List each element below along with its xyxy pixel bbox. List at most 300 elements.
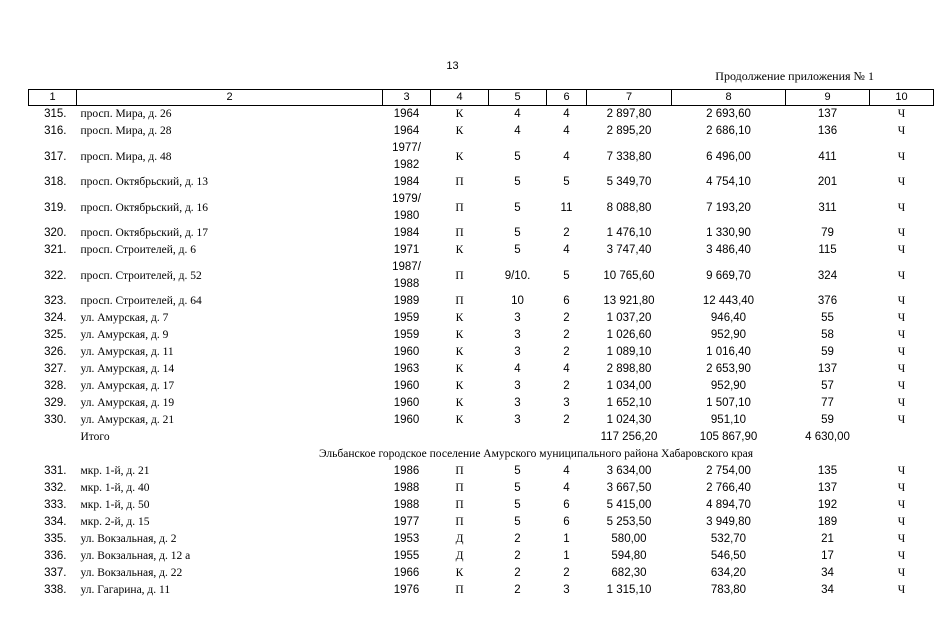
header-col-5: 5 — [489, 90, 547, 106]
area-living: 2 754,00 — [706, 465, 751, 477]
address: ул. Амурская, д. 17 — [80, 380, 175, 392]
total-row — [29, 429, 934, 446]
address: просп. Октябрьский, д. 16 — [80, 201, 209, 214]
table-row — [29, 225, 934, 242]
build-year — [383, 412, 431, 429]
build-year-part: 1984 — [393, 227, 420, 239]
wall-type: К — [455, 108, 464, 120]
wall-type: К — [455, 150, 464, 163]
area-total: 3 667,50 — [606, 482, 652, 494]
table-row — [29, 310, 934, 327]
floors: 5 — [514, 465, 521, 477]
residents: 55 — [821, 312, 834, 324]
area-total: 5 349,70 — [606, 176, 652, 188]
area-total: 2 898,80 — [606, 363, 652, 375]
wall-type: П — [455, 227, 464, 239]
address: ул. Амурская, д. 7 — [80, 312, 169, 324]
wall-type: К — [455, 244, 464, 256]
wall-type: Д — [455, 550, 464, 562]
area-total: 1 315,10 — [606, 584, 652, 596]
wall-type: К — [455, 397, 464, 409]
residents: 324 — [817, 269, 838, 282]
residents: 137 — [817, 482, 838, 494]
category: Ч — [897, 227, 906, 239]
header-col-6: 6 — [547, 90, 587, 106]
entrances: 4 — [563, 482, 570, 494]
build-year-part: 1980 — [393, 210, 420, 222]
build-year — [383, 327, 431, 344]
wall-type: Д — [455, 533, 464, 545]
table-body-amursk — [29, 106, 934, 430]
entrances: 4 — [563, 244, 570, 256]
build-year-part: 1964 — [393, 125, 420, 137]
row-number: 325. — [44, 329, 67, 341]
residents: 137 — [817, 363, 838, 375]
floors: 5 — [514, 176, 521, 188]
area-total: 1 024,30 — [606, 414, 652, 426]
table-row — [29, 361, 934, 378]
entrances: 5 — [563, 269, 570, 282]
wall-type: К — [455, 329, 464, 341]
floors: 3 — [514, 346, 521, 358]
build-year-part: 1964 — [393, 108, 420, 120]
table-row — [29, 514, 934, 531]
area-living: 2 686,10 — [706, 125, 751, 137]
floors: 3 — [514, 414, 521, 426]
build-year-part: 1960 — [393, 380, 420, 392]
build-year-part: 1959 — [393, 329, 420, 341]
residents: 137 — [817, 108, 838, 120]
build-year-part: 1976 — [393, 584, 420, 596]
section-title: Эльбанское городское поселение Амурского муниципального района Хабаровского края — [318, 448, 754, 460]
address: просп. Строителей, д. 52 — [80, 269, 202, 282]
address: мкр. 2-й, д. 15 — [80, 516, 150, 528]
floors: 4 — [514, 125, 521, 137]
entrances: 4 — [563, 363, 570, 375]
total-label: Итого — [80, 431, 110, 443]
category: Ч — [897, 312, 906, 324]
build-year-part: 1959 — [393, 312, 420, 324]
header-col-1: 1 — [29, 90, 77, 106]
build-year — [383, 463, 431, 480]
row-number: 321. — [44, 244, 67, 256]
area-living: 783,80 — [710, 584, 747, 596]
category: Ч — [897, 499, 906, 511]
category: Ч — [897, 363, 906, 375]
residents: 311 — [818, 201, 837, 214]
category: Ч — [897, 380, 906, 392]
wall-type: П — [455, 269, 464, 282]
floors: 10 — [511, 295, 524, 307]
floors: 5 — [514, 244, 521, 256]
table-row — [29, 531, 934, 548]
category: Ч — [897, 201, 906, 214]
row-number: 331. — [44, 465, 67, 477]
residents: 57 — [821, 380, 834, 392]
total-area-total: 117 256,20 — [600, 431, 658, 443]
area-total: 13 921,80 — [603, 295, 655, 307]
build-year — [383, 565, 431, 582]
entrances: 2 — [563, 346, 570, 358]
category: Ч — [897, 108, 906, 120]
entrances: 2 — [563, 329, 570, 341]
floors: 5 — [514, 482, 521, 494]
table-row — [29, 548, 934, 565]
wall-type: К — [455, 125, 464, 137]
entrances: 2 — [563, 380, 570, 392]
address: ул. Гагарина, д. 11 — [80, 584, 171, 596]
area-living: 532,70 — [710, 533, 747, 545]
address: ул. Амурская, д. 19 — [80, 397, 175, 409]
table-row — [29, 565, 934, 582]
area-living: 3 949,80 — [706, 516, 751, 528]
build-year-part: 1984 — [393, 176, 420, 188]
category: Ч — [897, 584, 906, 596]
header-col-4: 4 — [431, 90, 489, 106]
area-total: 594,80 — [611, 550, 647, 562]
address: просп. Мира, д. 28 — [80, 125, 172, 137]
area-total: 1 034,00 — [606, 380, 652, 392]
build-year — [383, 361, 431, 378]
area-living: 952,90 — [710, 329, 747, 341]
category: Ч — [897, 176, 906, 188]
area-total: 2 897,80 — [606, 108, 652, 120]
build-year-part: 1977/ — [392, 142, 421, 154]
build-year — [383, 174, 431, 191]
floors: 5 — [514, 150, 521, 163]
table-row — [29, 395, 934, 412]
area-living: 9 669,70 — [706, 269, 751, 282]
area-living: 1 330,90 — [706, 227, 751, 239]
build-year-part: 1987/ — [392, 261, 421, 273]
wall-type: П — [455, 465, 464, 477]
area-total: 3 747,40 — [606, 244, 652, 256]
build-year — [383, 344, 431, 361]
residents: 79 — [821, 227, 834, 239]
entrances: 2 — [563, 312, 570, 324]
category: Ч — [897, 125, 906, 137]
build-year-part: 1960 — [393, 397, 420, 409]
area-living: 952,90 — [710, 380, 747, 392]
category: Ч — [897, 567, 906, 579]
area-total: 2 895,20 — [606, 125, 652, 137]
build-year — [383, 480, 431, 497]
address: просп. Строителей, д. 64 — [80, 295, 202, 307]
address: ул. Амурская, д. 11 — [80, 346, 174, 358]
wall-type: П — [455, 176, 464, 188]
build-year — [383, 123, 431, 140]
area-total: 5 415,00 — [606, 499, 652, 511]
row-number: 338. — [44, 584, 67, 596]
build-year-part: 1988 — [393, 482, 420, 494]
address: просп. Октябрьский, д. 17 — [80, 227, 209, 239]
table-row — [29, 174, 934, 191]
floors: 2 — [514, 550, 521, 562]
row-number: 329. — [44, 397, 67, 409]
total-residents: 4 630,00 — [805, 431, 850, 443]
entrances: 4 — [563, 125, 570, 137]
category: Ч — [897, 329, 906, 341]
category: Ч — [897, 550, 906, 562]
build-year — [383, 497, 431, 514]
floors: 4 — [514, 363, 521, 375]
floors: 5 — [514, 201, 521, 214]
area-living: 546,50 — [710, 550, 747, 562]
area-living: 2 766,40 — [706, 482, 751, 494]
build-year — [383, 106, 431, 124]
build-year — [383, 242, 431, 259]
wall-type: К — [455, 380, 464, 392]
build-year-part: 1966 — [393, 567, 420, 579]
wall-type: К — [455, 363, 464, 375]
build-year-part: 1977 — [393, 516, 420, 528]
wall-type: П — [455, 201, 464, 214]
floors: 3 — [514, 329, 521, 341]
header-col-10: 10 — [870, 90, 934, 106]
build-year-part: 1960 — [393, 414, 420, 426]
area-living: 2 653,90 — [706, 363, 751, 375]
table-row — [29, 582, 934, 599]
category: Ч — [897, 533, 906, 545]
residents: 34 — [821, 567, 834, 579]
build-year — [383, 191, 431, 225]
address: просп. Мира, д. 26 — [80, 108, 172, 120]
wall-type: П — [455, 499, 464, 511]
area-total: 1 652,10 — [606, 397, 652, 409]
residents: 192 — [817, 499, 838, 511]
entrances: 3 — [563, 584, 570, 596]
residents: 201 — [817, 176, 838, 188]
entrances: 2 — [563, 414, 570, 426]
table-row — [29, 480, 934, 497]
row-number: 334. — [44, 516, 67, 528]
floors: 3 — [514, 312, 521, 324]
floors: 2 — [514, 584, 521, 596]
row-number: 318. — [44, 176, 67, 188]
address: ул. Амурская, д. 9 — [80, 329, 169, 341]
residents: 59 — [821, 346, 834, 358]
wall-type: П — [455, 295, 464, 307]
section-row — [29, 446, 934, 463]
wall-type: П — [455, 482, 464, 494]
address: ул. Амурская, д. 21 — [80, 414, 175, 426]
area-living: 946,40 — [710, 312, 747, 324]
area-total: 5 253,50 — [606, 516, 652, 528]
area-total: 3 634,00 — [606, 465, 652, 477]
table-row — [29, 344, 934, 361]
area-living: 1 507,10 — [706, 397, 751, 409]
page-number: 13 — [446, 60, 459, 72]
header-col-2: 2 — [77, 90, 383, 106]
entrances: 2 — [563, 567, 570, 579]
build-year-part: 1953 — [393, 533, 420, 545]
entrances: 3 — [563, 397, 570, 409]
area-total: 1 037,20 — [606, 312, 652, 324]
residents: 189 — [817, 516, 838, 528]
table-row — [29, 191, 934, 225]
table-row — [29, 123, 934, 140]
entrances: 1 — [563, 533, 570, 545]
build-year — [383, 531, 431, 548]
area-living: 3 486,40 — [706, 244, 751, 256]
wall-type: П — [455, 584, 464, 596]
category: Ч — [897, 346, 906, 358]
build-year — [383, 225, 431, 242]
build-year — [383, 395, 431, 412]
table-row — [29, 463, 934, 480]
row-number: 322. — [44, 269, 67, 282]
address: ул. Амурская, д. 14 — [80, 363, 175, 375]
area-living: 6 496,00 — [706, 150, 751, 163]
address: мкр. 1-й, д. 50 — [80, 499, 150, 511]
entrances: 11 — [560, 201, 573, 214]
row-number: 315. — [44, 108, 67, 120]
entrances: 2 — [563, 227, 570, 239]
row-number: 330. — [44, 414, 67, 426]
residents: 17 — [821, 550, 834, 562]
area-living: 4 894,70 — [706, 499, 751, 511]
entrances: 6 — [563, 516, 570, 528]
row-number: 333. — [44, 499, 67, 511]
floors: 2 — [514, 533, 521, 545]
row-number: 337. — [44, 567, 67, 579]
category: Ч — [897, 516, 906, 528]
row-number: 336. — [44, 550, 67, 562]
category: Ч — [897, 465, 906, 477]
address: просп. Октябрьский, д. 13 — [80, 176, 209, 188]
table-row — [29, 259, 934, 293]
address: ул. Вокзальная, д. 12 а — [80, 550, 191, 562]
header-col-9: 9 — [786, 90, 870, 106]
wall-type: К — [455, 346, 464, 358]
total-block — [29, 429, 934, 463]
build-year-part: 1988 — [393, 499, 420, 511]
area-living: 12 443,40 — [702, 295, 755, 307]
entrances: 4 — [563, 150, 570, 163]
table-body-elban — [29, 463, 934, 599]
entrances: 4 — [563, 465, 570, 477]
residents: 34 — [821, 584, 834, 596]
header-row — [29, 90, 934, 106]
category: Ч — [897, 295, 906, 307]
entrances: 4 — [563, 108, 570, 120]
build-year — [383, 140, 431, 174]
row-number: 324. — [44, 312, 67, 324]
build-year-part: 1979/ — [392, 193, 421, 205]
row-number: 320. — [44, 227, 67, 239]
build-year — [383, 548, 431, 565]
area-total: 1 089,10 — [606, 346, 652, 358]
table-row — [29, 412, 934, 429]
area-total: 682,30 — [611, 567, 647, 579]
row-number: 335. — [44, 533, 67, 545]
area-total: 7 338,80 — [606, 150, 652, 163]
table-row — [29, 327, 934, 344]
row-number: 316. — [44, 125, 67, 137]
address: просп. Мира, д. 48 — [80, 150, 172, 163]
build-year-part: 1971 — [393, 244, 420, 256]
table-row — [29, 140, 934, 174]
build-year-part: 1988 — [393, 278, 420, 290]
category: Ч — [897, 397, 906, 409]
category: Ч — [897, 414, 906, 426]
address: мкр. 1-й, д. 21 — [80, 465, 150, 477]
area-living: 1 016,40 — [706, 346, 751, 358]
total-area-living: 105 867,90 — [699, 431, 758, 443]
wall-type: П — [455, 516, 464, 528]
floors: 4 — [514, 108, 521, 120]
total-number-cell — [29, 429, 77, 446]
continuation-caption: Продолжение приложения № 1 — [715, 69, 874, 83]
area-total: 580,00 — [611, 533, 647, 545]
table-header — [29, 90, 934, 106]
build-year-part: 1963 — [393, 363, 420, 375]
entrances: 6 — [563, 295, 570, 307]
header-col-8: 8 — [672, 90, 786, 106]
category: Ч — [897, 244, 906, 256]
area-living: 4 754,10 — [706, 176, 751, 188]
area-total: 1 026,60 — [606, 329, 652, 341]
address: ул. Вокзальная, д. 22 — [80, 567, 183, 579]
build-year — [383, 310, 431, 327]
row-number: 319. — [44, 201, 67, 214]
residents: 135 — [817, 465, 838, 477]
wall-type: К — [455, 414, 464, 426]
floors: 5 — [514, 227, 521, 239]
table-row — [29, 106, 934, 124]
build-year-part: 1955 — [393, 550, 420, 562]
category: Ч — [897, 269, 906, 282]
row-number: 326. — [44, 346, 67, 358]
residents: 58 — [821, 329, 834, 341]
residents: 21 — [821, 533, 834, 545]
row-number: 317. — [44, 150, 67, 163]
area-total: 8 088,80 — [606, 201, 652, 214]
build-year — [383, 582, 431, 599]
area-living: 2 693,60 — [706, 108, 751, 120]
entrances: 1 — [563, 550, 570, 562]
table-row — [29, 497, 934, 514]
row-number: 332. — [44, 482, 67, 494]
residents: 115 — [818, 244, 837, 256]
row-number: 323. — [44, 295, 67, 307]
row-number: 327. — [44, 363, 67, 375]
area-total: 1 476,10 — [606, 227, 652, 239]
build-year — [383, 293, 431, 310]
build-year — [383, 514, 431, 531]
floors: 9/10. — [504, 269, 531, 282]
header-col-3: 3 — [383, 90, 431, 106]
wall-type: К — [455, 312, 464, 324]
floors: 5 — [514, 499, 521, 511]
entrances: 5 — [563, 176, 570, 188]
build-year-part: 1982 — [393, 159, 420, 171]
housing-table — [28, 89, 934, 599]
build-year — [383, 378, 431, 395]
residents: 376 — [817, 295, 838, 307]
header-col-7: 7 — [587, 90, 672, 106]
area-living: 951,10 — [710, 414, 747, 426]
category: Ч — [897, 482, 906, 494]
area-living: 7 193,20 — [706, 201, 751, 214]
area-living: 634,20 — [710, 567, 747, 579]
floors: 2 — [514, 567, 521, 579]
table-row — [29, 378, 934, 395]
build-year-part: 1989 — [393, 295, 420, 307]
category: Ч — [897, 150, 906, 163]
residents: 136 — [817, 125, 838, 137]
area-total: 10 765,60 — [603, 269, 655, 282]
